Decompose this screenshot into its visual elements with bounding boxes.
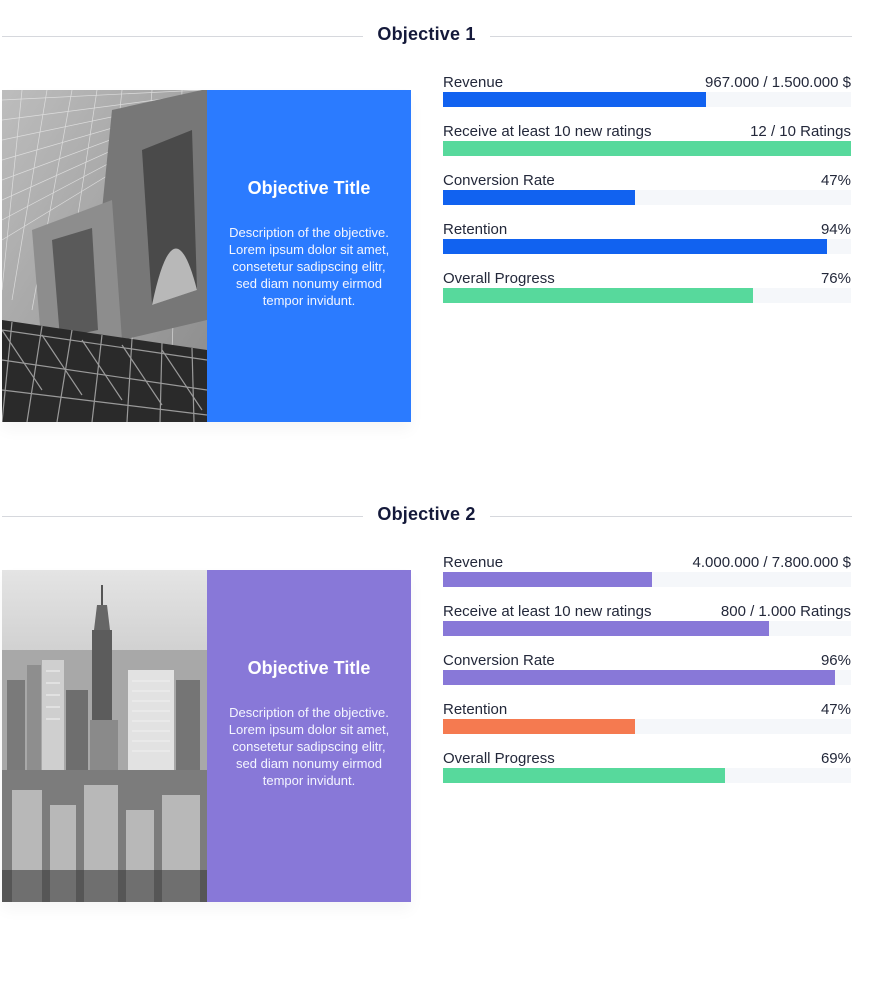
metric-value: 12 / 10 Ratings [750,123,851,140]
objective-title: Objective Title [247,658,371,678]
metric-label: Revenue [443,74,504,91]
metric-revenue [443,554,851,603]
metric-conversion-rate [443,652,851,701]
progress-fill [443,141,851,156]
metric-value: 47% [820,701,851,718]
progress-fill [443,670,835,685]
metric-value: 4.000.000 / 7.800.000 $ [692,554,851,571]
objective-heading: Objective 1 [377,24,476,44]
progress-track [443,141,851,156]
metric-value: 800 / 1.000 Ratings [720,603,851,620]
progress-fill [443,768,725,783]
objective-title: Objective Title [247,178,371,198]
metric-value: 967.000 / 1.500.000 $ [705,74,851,91]
progress-fill [443,239,827,254]
progress-track [443,621,851,636]
progress-track [443,670,851,685]
metric-label: Receive at least 10 new ratings [443,603,652,620]
progress-track [443,288,851,303]
objective-panel [207,570,411,902]
progress-track [443,719,851,734]
metric-value: 69% [820,750,851,767]
metric-ratings [443,603,851,652]
objective-heading: Objective 2 [377,504,476,524]
progress-fill [443,288,753,303]
progress-track [443,572,851,587]
metric-label: Overall Progress [443,750,555,767]
progress-fill [443,621,769,636]
objective-description: Description of the objective. Lorem ipsum dolor sit amet, consetetur sadipscing elitr, sed diam nonumy eirmod tempor invidunt. [228,225,390,308]
objective-heading-row [2,18,852,54]
metric-label: Receive at least 10 new ratings [443,123,652,140]
metric-label: Retention [443,221,508,238]
metric-conversion-rate [443,172,851,221]
progress-fill [443,719,635,734]
metric-retention [443,221,851,270]
progress-fill [443,190,635,205]
progress-fill [443,572,652,587]
objective-section-1 [0,18,884,418]
skyline-photo [2,570,207,902]
progress-track [443,239,851,254]
metric-label: Revenue [443,554,504,571]
divider-left [2,516,363,517]
objective-card [2,90,411,422]
divider-right [490,516,852,517]
objective-section-2 [0,498,884,898]
metrics-list [443,74,851,319]
metric-value: 94% [820,221,851,238]
progress-track [443,190,851,205]
progress-track [443,768,851,783]
metric-label: Retention [443,701,508,718]
progress-track [443,92,851,107]
metrics-list [443,554,851,799]
metric-label: Conversion Rate [443,172,555,189]
metric-revenue [443,74,851,123]
objective-heading-row [2,498,852,534]
objective-panel [207,90,411,422]
metric-ratings [443,123,851,172]
metric-label: Overall Progress [443,270,555,287]
metric-label: Conversion Rate [443,652,555,669]
divider-right [490,36,852,37]
progress-fill [443,92,706,107]
divider-left [2,36,363,37]
metric-value: 47% [820,172,851,189]
metric-value: 76% [820,270,851,287]
objective-description: Description of the objective. Lorem ipsum dolor sit amet, consetetur sadipscing elitr, sed diam nonumy eirmod tempor invidunt. [228,705,390,788]
metric-retention [443,701,851,750]
metric-value: 96% [820,652,851,669]
bridge-photo [2,90,207,422]
objective-card [2,570,411,902]
metric-overall-progress [443,750,851,799]
metric-overall-progress [443,270,851,319]
